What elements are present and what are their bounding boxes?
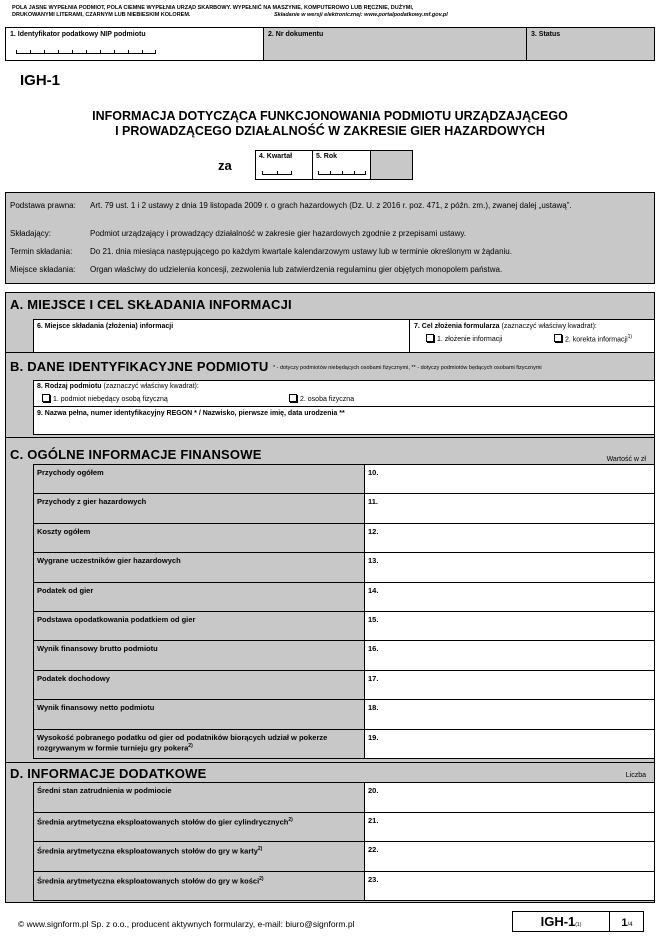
row-value-field[interactable] (364, 641, 654, 669)
row-label: Wynik finansowy brutto podmiotu (33, 641, 364, 669)
checkbox-icon[interactable] (426, 334, 434, 342)
row-number: 15. (368, 615, 379, 624)
section-b-note: * - dotyczy podmiotów niebędących osobami fizycznymi, ** - dotyczy podmiotów będących osobami fizycznymi (272, 365, 542, 371)
table-row (33, 612, 654, 641)
row-value-field[interactable] (364, 842, 654, 871)
form-title (0, 109, 660, 139)
row-number: 22. (368, 845, 379, 854)
checkbox-icon[interactable] (289, 394, 297, 402)
year-field[interactable] (313, 151, 371, 179)
table-row (33, 730, 654, 759)
header-note-line1: POLA JASNE WYPEŁNIA PODMIOT, POLA CIEMNE WYPEŁNIA URZĄD SKARBOWY. WYPEŁNIĆ NA MASZYNIE, KOMPUTEROWO LUB RĘCZNIE, DUŻYMI, (12, 5, 414, 11)
entity-option-2[interactable]: 2. osoba fizyczna (289, 394, 354, 403)
form-code: IGH-1 (20, 72, 61, 89)
section-d-title: D. INFORMACJE DODATKOWE (10, 766, 207, 781)
footer-page: 1 (621, 917, 628, 929)
purpose-field (414, 323, 654, 344)
entity-type-field: 8. Rodzaj podmiotu (zaznaczyć właściwy kwadrat): 1. podmiot niebędący osobą fizyczną 2. osoba fizyczna (34, 381, 655, 407)
row-value-field[interactable] (364, 813, 654, 842)
title-line2: I PROWADZĄCEGO DZIAŁALNOŚĆ W ZAKRESIE GIER HAZARDOWYCH (115, 124, 545, 138)
section-d-rows (33, 782, 654, 900)
purpose-option-1[interactable]: 1. złożenie informacji (426, 334, 502, 343)
footer-code-cell (513, 912, 610, 931)
checkbox-icon[interactable] (554, 334, 562, 342)
row-label: Podstawa opodatkowania podatkiem od gier (33, 612, 364, 640)
period-box (255, 150, 413, 180)
footer-version: (1) (575, 922, 582, 928)
row-number: 16. (368, 644, 379, 654)
name-label: 9. Nazwa pełna, numer identyfikacyjny REGON * / Nazwisko, pierwsze imię, data urodzenia ** (37, 410, 345, 417)
row-value-field[interactable] (364, 612, 654, 640)
row-label: Średnia arytmetyczna eksploatowanych stołów do gry w karty$^{2)}$ (33, 842, 364, 871)
row-number: 17. (368, 673, 379, 683)
table-row (33, 783, 654, 813)
nip-field[interactable] (6, 28, 264, 60)
row-value-field[interactable] (364, 494, 654, 522)
section-d (5, 763, 655, 903)
purpose-option-2[interactable]: 2. korekta informacji$^{1)}$ (554, 334, 632, 343)
info-block: Podstawa prawna: Art. 79 ust. 1 i 2 ustawy z dnia 19 listopada 2009 r. o grach hazardowych (Dz. U. z 2016 r. poz. 471, z późn. zm.), zwanej dalej „ustawą”. Składający: Podmiot urządzający i prowadzący działalność w zakresie gier hazardowych zgodnie z przepisami ustawy. Termin składania: Do 21. dnia miesiąca następującego po każdym kwartale kalendarzowym ustawy lub w terminie określonym w żądaniu. Miejsce składania: Organ właściwy do udzielenia koncesji, zezwolenia lub zatwierdzenia regulaminu gier objętych monopolem państwa. (5, 192, 655, 284)
row-label: Średnia arytmetyczna eksploatowanych stołów do gry w kości$^{2)}$ (33, 872, 364, 901)
quarter-label: 4. Kwartał (259, 153, 293, 160)
table-row (33, 465, 654, 494)
section-c-unit: Wartość w zł (606, 456, 646, 463)
row-label: Przychody ogółem (33, 465, 364, 493)
section-a-title: A. MIEJSCE I CEL SKŁADANIA INFORMACJI (10, 297, 292, 312)
checkbox-icon[interactable] (42, 394, 50, 402)
section-b-header (10, 358, 542, 376)
footer-copyright: © www.signform.pl Sp. z o.o., producent aktywnych formularzy, e-mail: biuro@signform.pl (18, 919, 355, 929)
table-row (33, 813, 654, 843)
section-c-rows (33, 464, 654, 758)
section-b-fields (33, 380, 654, 435)
nip-label: 1. Identyfikator podatkowy NIP podmiotu (10, 31, 146, 38)
table-row (33, 671, 654, 700)
row-number: 20. (368, 786, 379, 795)
year-label: 5. Rok (316, 153, 338, 160)
row-number: 10. (368, 468, 379, 477)
section-b-title: B. DANE IDENTYFIKACYJNE PODMIOTU (10, 359, 269, 374)
row-label: Podatek od gier (33, 583, 364, 611)
section-c (5, 438, 655, 763)
entity-option-1[interactable]: 1. podmiot niebędący osobą fizyczną (42, 394, 168, 403)
place-label: 6. Miejsce składania (złożenia) informacji (37, 323, 174, 330)
row-value-field[interactable] (364, 465, 654, 493)
row-value-field[interactable] (364, 730, 654, 758)
section-a-fields (33, 319, 654, 352)
row-number: 18. (368, 703, 379, 713)
row-label: Średnia arytmetyczna eksploatowanych stołów do gier cylindrycznych$^{2)}$ (33, 813, 364, 842)
table-row (33, 700, 654, 729)
table-row (33, 553, 654, 582)
footer-code: IGH-1 (540, 914, 576, 929)
row-value-field[interactable] (364, 671, 654, 699)
purpose-label: 7. Cel złożenia formularza (414, 323, 500, 330)
top-fields (5, 27, 655, 61)
nip-comb (16, 50, 156, 54)
row-value-field[interactable] (364, 783, 654, 812)
table-row (33, 842, 654, 872)
row-label: Przychody z gier hazardowych (33, 494, 364, 522)
place-field[interactable] (34, 320, 410, 352)
row-value-field[interactable] (364, 524, 654, 552)
table-row (33, 524, 654, 553)
footer-pages: /4 (627, 922, 633, 928)
header-note (12, 5, 532, 19)
table-row (33, 641, 654, 670)
table-row (33, 583, 654, 612)
info-row-legal: Podstawa prawna: Art. 79 ust. 1 i 2 ustawy z dnia 19 listopada 2009 r. o grach hazardowych (Dz. U. z 2016 r. poz. 471, z późn. zm.), zwanej dalej „ustawą”. (10, 201, 572, 210)
row-label: Średni stan zatrudnienia w podmiocie (33, 783, 364, 812)
header-note-line2: DRUKOWANYMI LITERAMI, CZARNYM LUB NIEBIESKIM KOLOREM. (12, 12, 191, 18)
name-field[interactable] (34, 408, 655, 434)
row-number: 14. (368, 585, 379, 595)
section-a (5, 292, 655, 353)
doc-number-label: 2. Nr dokumentu (268, 31, 324, 38)
portal-note: Składanie w wersji elektronicznej: www.portalpodatkowy.mf.gov.pl (274, 12, 448, 18)
footer-page-cell (611, 912, 643, 931)
title-line1: INFORMACJA DOTYCZĄCA FUNKCJONOWANIA PODMIOTU URZĄDZAJĄCEGO (92, 109, 568, 123)
row-value-field[interactable] (364, 872, 654, 901)
status-label: 3. Status (531, 31, 561, 38)
section-d-unit: Liczba (625, 772, 646, 779)
row-number: 13. (368, 556, 379, 566)
table-row (33, 494, 654, 523)
row-number: 21. (368, 815, 379, 825)
row-number: 19. (368, 732, 379, 742)
row-label: Wygrane uczestników gier hazardowych (33, 553, 364, 581)
row-number: 11. (368, 497, 379, 507)
purpose-hint: (zaznaczyć właściwy kwadrat): (501, 323, 597, 330)
quarter-field[interactable] (256, 151, 313, 179)
footer-page-box (512, 911, 644, 932)
row-value-field[interactable] (364, 553, 654, 581)
table-row (33, 872, 654, 902)
row-value-field[interactable] (364, 583, 654, 611)
row-label: Wysokość pobranego podatku od gier od podatników biorących udział w pokerze rozgrywanym w formie turnieju gry pokera$^{2)}$ (33, 730, 364, 758)
row-value-field[interactable] (364, 700, 654, 728)
row-number: 12. (368, 526, 379, 536)
za-label: za (218, 158, 232, 173)
section-b (5, 353, 655, 438)
row-label: Wynik finansowy netto podmiotu (33, 700, 364, 728)
row-label: Koszty ogółem (33, 524, 364, 552)
entity-type-label: 8. Rodzaj podmiotu (37, 383, 102, 390)
row-label: Podatek dochodowy (33, 671, 364, 699)
row-number: 23. (368, 874, 379, 884)
section-c-title: C. OGÓLNE INFORMACJE FINANSOWE (10, 447, 262, 462)
